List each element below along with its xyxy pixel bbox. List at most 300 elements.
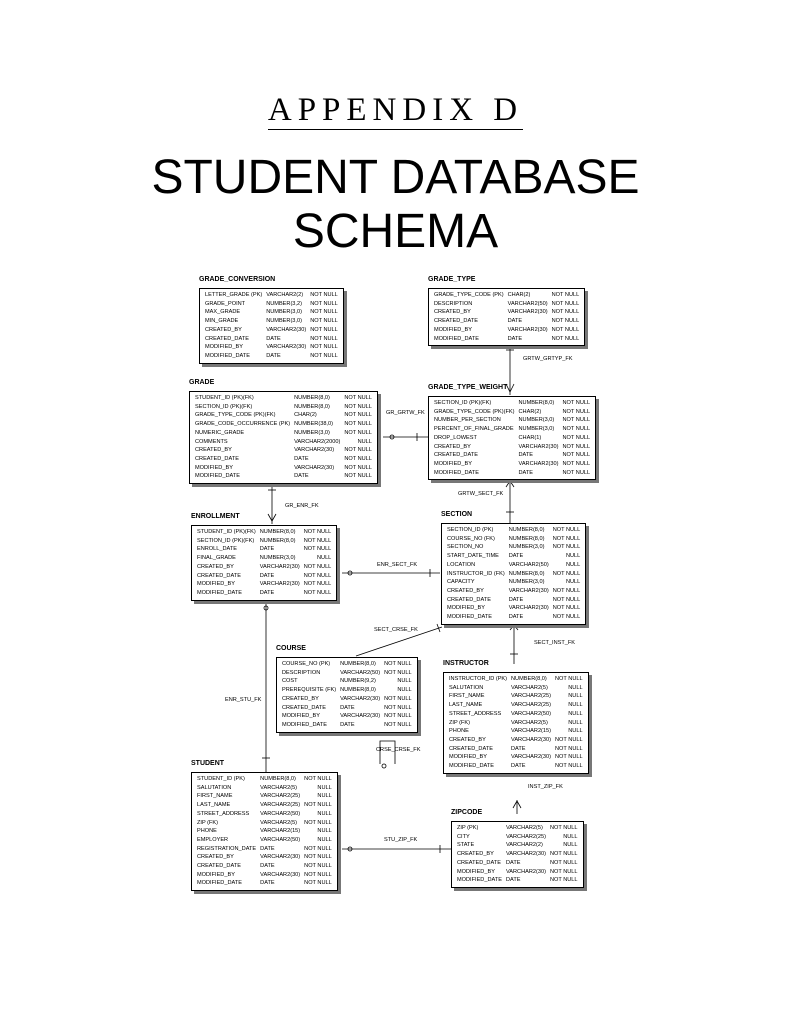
column-nullability: NOT NULL	[562, 469, 591, 476]
column-type: VARCHAR2(5)	[511, 684, 548, 691]
column-nullability: NOT NULL	[304, 776, 332, 782]
column-name: MODIFIED_DATE	[434, 335, 479, 342]
column-name: SECTION_ID (PK)	[447, 527, 494, 533]
column-name: MAX_GRADE	[205, 309, 241, 316]
column-name: LETTER_GRADE (PK)	[205, 292, 263, 298]
column-type: DATE	[266, 335, 281, 342]
column-type: NUMBER(8,0)	[508, 527, 545, 533]
column-nullability: NOT NULL	[551, 300, 580, 307]
column-row	[445, 570, 582, 579]
column-nullability: NOT NULL	[552, 605, 581, 612]
column-type: DATE	[505, 877, 521, 884]
column-nullability: NOT NULL	[310, 344, 338, 351]
column-row	[447, 719, 585, 728]
column-name: CREATED_BY	[434, 443, 471, 450]
column-type: VARCHAR2(15)	[511, 728, 552, 735]
column-name: NUMERIC_GRADE	[195, 429, 245, 436]
column-type: NUMBER(8,0)	[518, 400, 555, 406]
column-nullability: NOT NULL	[384, 713, 412, 720]
column-row	[432, 399, 592, 408]
column-type: DATE	[340, 704, 355, 711]
rel-label-enr-sect-fk: ENR_SECT_FK	[377, 562, 418, 568]
column-name: STUDENT_ID (PK)(FK)	[195, 395, 254, 401]
column-name: MODIFIED_DATE	[195, 473, 240, 480]
column-nullability: NOT NULL	[562, 400, 591, 406]
column-name: MODIFIED_BY	[197, 581, 235, 588]
column-name: SECTION_ID (PK)(FK)	[434, 400, 492, 406]
column-type: VARCHAR2(30)	[505, 868, 546, 875]
column-name: CREATED_BY	[197, 563, 234, 570]
column-nullability: NULL	[357, 438, 372, 445]
column-name: MODIFIED_BY	[457, 868, 495, 875]
column-nullability: NOT NULL	[303, 546, 332, 553]
column-nullability: NOT NULL	[552, 587, 581, 594]
table-course	[276, 645, 418, 733]
column-name: CREATED_BY	[457, 851, 494, 858]
column-name: SECTION_ID (PK)(FK)	[195, 403, 253, 410]
column-name: PERCENT_OF_FINAL_GRADE	[434, 426, 514, 433]
column-nullability: NULL	[568, 710, 583, 717]
column-nullability: NOT NULL	[303, 589, 332, 596]
column-nullability: NOT NULL	[384, 721, 412, 728]
column-name: MODIFIED_BY	[434, 460, 472, 467]
column-name: CREATED_DATE	[447, 596, 491, 603]
column-nullability: NOT NULL	[303, 537, 332, 544]
column-name: CREATED_BY	[447, 587, 484, 594]
column-nullability: NOT NULL	[310, 309, 338, 316]
column-type: VARCHAR2(30)	[340, 713, 381, 720]
column-row	[445, 613, 582, 622]
column-name: ZIP (FK)	[449, 719, 471, 726]
column-row	[203, 352, 340, 361]
column-nullability: NOT NULL	[344, 464, 372, 471]
column-row	[447, 675, 585, 684]
page-title-line-2: SCHEMA	[292, 205, 499, 258]
column-nullability: NOT NULL	[551, 292, 580, 298]
column-name: EMPLOYER	[197, 836, 229, 843]
column-row	[445, 535, 582, 544]
column-row	[432, 469, 592, 478]
column-nullability: NOT NULL	[310, 318, 338, 325]
column-row	[193, 446, 374, 455]
column-row	[203, 308, 340, 317]
column-nullability: NOT NULL	[562, 443, 591, 450]
column-nullability: NOT NULL	[555, 736, 583, 743]
column-name: CREATED_BY	[195, 447, 232, 454]
column-name: START_DATE_TIME	[447, 553, 499, 560]
column-type: NUMBER(3,0)	[518, 426, 555, 433]
column-row	[195, 528, 333, 537]
column-type: NUMBER(3,0)	[266, 309, 302, 316]
column-row	[447, 692, 585, 701]
column-type: DATE	[518, 469, 534, 476]
column-nullability: NOT NULL	[304, 819, 332, 826]
column-type: CHAR(2)	[507, 292, 531, 298]
column-row	[432, 300, 581, 309]
column-name: CREATED_BY	[434, 309, 471, 316]
column-type: VARCHAR2(50)	[511, 710, 552, 717]
column-nullability: NOT NULL	[549, 851, 578, 858]
column-row	[432, 308, 581, 317]
column-type: VARCHAR2(30)	[511, 754, 552, 761]
column-nullability: NOT NULL	[304, 854, 332, 861]
column-type: DATE	[266, 352, 281, 359]
column-row	[445, 596, 582, 605]
column-type: NUMBER(8,0)	[508, 535, 545, 542]
table-title: COURSE	[276, 645, 306, 652]
table-title: GRADE_TYPE	[428, 276, 476, 283]
column-name: MODIFIED_BY	[282, 713, 320, 720]
column-nullability: NOT NULL	[304, 802, 332, 809]
column-nullability: NOT NULL	[303, 529, 332, 535]
column-type: DATE	[508, 596, 524, 603]
column-name: CREATED_DATE	[195, 455, 239, 462]
column-type: NUMBER(9,2)	[340, 678, 376, 685]
column-name: ZIP (PK)	[457, 825, 479, 831]
column-row	[203, 300, 340, 309]
column-type: NUMBER(8,0)	[260, 776, 296, 782]
column-nullability: NOT NULL	[552, 535, 581, 542]
table-title: GRADE	[189, 379, 215, 386]
column-nullability: NULL	[317, 836, 332, 843]
table-title: GRADE_TYPE_WEIGHT	[428, 384, 508, 391]
column-name: MODIFIED_DATE	[434, 469, 479, 476]
column-nullability: NULL	[568, 702, 583, 709]
column-name: STATE	[457, 842, 475, 849]
column-name: STREET_ADDRESS	[449, 710, 502, 717]
column-nullability: NOT NULL	[310, 326, 338, 333]
column-nullability: NOT NULL	[562, 408, 591, 415]
column-type: DATE	[508, 614, 524, 621]
column-nullability: NOT NULL	[562, 452, 591, 459]
column-row	[203, 335, 340, 344]
column-nullability: NOT NULL	[562, 460, 591, 467]
column-row	[193, 394, 374, 403]
column-nullability: NOT NULL	[552, 596, 581, 603]
column-type: NUMBER(3,0)	[259, 555, 296, 562]
column-nullability: NULL	[563, 833, 578, 840]
column-nullability: NOT NULL	[562, 426, 591, 433]
column-type: VARCHAR2(30)	[518, 460, 559, 467]
column-row	[445, 604, 582, 613]
rel-label-enr-stu-fk: ENR_STU_FK	[225, 697, 262, 703]
column-nullability: NOT NULL	[344, 412, 372, 419]
table-enrollment	[191, 513, 337, 601]
column-nullability: NULL	[568, 684, 583, 691]
column-type: CHAR(2)	[518, 408, 542, 415]
column-row	[203, 291, 340, 300]
column-name: DESCRIPTION	[282, 669, 321, 676]
column-type: NUMBER(3,0)	[294, 429, 330, 436]
column-type: VARCHAR2(30)	[340, 695, 381, 702]
column-row	[193, 411, 374, 420]
column-name: LAST_NAME	[197, 802, 231, 809]
column-nullability: NOT NULL	[344, 403, 372, 410]
column-row	[195, 537, 333, 546]
column-name: MODIFIED_DATE	[457, 877, 502, 884]
column-row	[447, 762, 585, 771]
column-name: GRADE_TYPE_CODE (PK)	[434, 292, 504, 298]
column-nullability: NOT NULL	[304, 863, 332, 870]
column-row	[455, 824, 580, 833]
column-row	[445, 578, 582, 587]
column-name: SECTION_NO	[447, 544, 484, 551]
column-nullability: NULL	[317, 793, 332, 800]
column-type: VARCHAR2(30)	[518, 443, 559, 450]
column-type: DATE	[294, 473, 309, 480]
column-name: GRADE_TYPE_CODE (PK)(FK)	[195, 412, 276, 419]
column-name: MODIFIED_BY	[197, 871, 235, 878]
column-nullability: NOT NULL	[549, 825, 578, 831]
column-type: VARCHAR2(5)	[505, 825, 543, 831]
column-type: VARCHAR2(50)	[507, 300, 548, 307]
column-row	[195, 784, 334, 793]
page-title-line-1: STUDENT DATABASE	[151, 151, 640, 204]
column-nullability: NOT NULL	[304, 845, 332, 852]
column-nullability: NOT NULL	[552, 544, 581, 551]
column-row	[195, 827, 334, 836]
column-nullability: NULL	[568, 728, 583, 735]
column-nullability: NULL	[316, 555, 332, 562]
column-nullability: NOT NULL	[344, 429, 372, 436]
column-nullability: NOT NULL	[552, 614, 581, 621]
column-row	[193, 403, 374, 412]
column-type: VARCHAR2(50)	[340, 669, 381, 676]
column-row	[432, 451, 592, 460]
column-nullability: NOT NULL	[310, 292, 338, 298]
table-section	[441, 511, 586, 625]
column-name: STUDENT_ID (PK)	[197, 776, 245, 782]
column-name: CITY	[457, 833, 470, 840]
column-row	[447, 736, 585, 745]
column-type: VARCHAR2(25)	[260, 802, 301, 809]
column-type: VARCHAR2(50)	[260, 836, 301, 843]
column-row	[432, 425, 592, 434]
column-nullability: NOT NULL	[562, 417, 591, 424]
column-row	[445, 552, 582, 561]
column-type: VARCHAR2(5)	[511, 719, 548, 726]
rel-label-grtw-grtyp-fk: GRTW_GRTYP_FK	[523, 356, 573, 362]
column-nullability: NOT NULL	[384, 661, 412, 667]
column-type: NUMBER(3,0)	[508, 579, 545, 586]
column-name: MODIFIED_BY	[449, 754, 487, 761]
column-type: VARCHAR2(30)	[508, 605, 549, 612]
column-nullability: NULL	[563, 842, 578, 849]
column-row	[455, 841, 580, 850]
column-type: NUMBER(8,0)	[340, 661, 376, 667]
column-row	[280, 721, 414, 730]
column-type: VARCHAR2(50)	[508, 561, 549, 568]
column-name: COURSE_NO (FK)	[447, 535, 495, 542]
column-row	[432, 408, 592, 417]
column-row	[455, 868, 580, 877]
column-type: VARCHAR2(25)	[260, 793, 301, 800]
rel-label-grtw-sect-fk: GRTW_SECT_FK	[458, 491, 504, 497]
column-row	[447, 684, 585, 693]
column-type: NUMBER(3,0)	[266, 318, 302, 325]
column-name: SALUTATION	[197, 784, 232, 791]
column-nullability: NOT NULL	[384, 669, 412, 676]
column-row	[193, 455, 374, 464]
column-row	[195, 554, 333, 563]
column-type: VARCHAR2(25)	[505, 833, 546, 840]
column-type: CHAR(2)	[294, 412, 317, 419]
column-nullability: NOT NULL	[562, 434, 591, 441]
column-nullability: NOT NULL	[555, 754, 583, 761]
column-type: NUMBER(8,0)	[259, 529, 296, 535]
column-nullability: NOT NULL	[310, 300, 338, 307]
column-type: NUMBER(8,0)	[508, 570, 545, 577]
column-row	[432, 317, 581, 326]
column-name: STUDENT_ID (PK)(FK)	[197, 529, 256, 535]
table-student	[191, 760, 338, 891]
column-row	[280, 695, 414, 704]
column-nullability: NOT NULL	[549, 868, 578, 875]
column-row	[455, 859, 580, 868]
column-row	[195, 775, 334, 784]
column-nullability: NOT NULL	[303, 581, 332, 588]
table-grade	[189, 379, 378, 484]
column-row	[445, 587, 582, 596]
column-type: DATE	[511, 745, 526, 752]
column-nullability: NOT NULL	[549, 859, 578, 866]
column-nullability: NOT NULL	[304, 871, 332, 878]
column-name: MODIFIED_DATE	[197, 589, 242, 596]
column-name: INSTRUCTOR_ID (PK)	[449, 676, 508, 682]
column-row	[280, 686, 414, 695]
column-nullability: NULL	[568, 719, 583, 726]
column-type: VARCHAR2(2)	[266, 292, 304, 298]
column-row	[193, 420, 374, 429]
column-row	[447, 710, 585, 719]
column-name: COMMENTS	[195, 438, 228, 445]
column-name: FIRST_NAME	[197, 793, 233, 800]
column-row	[195, 810, 334, 819]
column-nullability: NULL	[317, 784, 332, 791]
column-name: MODIFIED_DATE	[447, 614, 492, 621]
column-type: NUMBER(38,0)	[294, 421, 333, 428]
column-row	[280, 669, 414, 678]
column-row	[447, 701, 585, 710]
column-type: DATE	[505, 859, 521, 866]
table-grade-type-weight	[428, 384, 596, 480]
column-row	[195, 845, 334, 854]
column-type: VARCHAR2(30)	[266, 344, 307, 351]
column-type: NUMBER(8,0)	[340, 687, 376, 694]
column-name: COURSE_NO (PK)	[282, 661, 331, 667]
column-row	[195, 819, 334, 828]
column-name: FINAL_GRADE	[197, 555, 236, 562]
column-row	[432, 416, 592, 425]
column-nullability: NULL	[317, 828, 332, 835]
table-title: ENROLLMENT	[191, 513, 240, 520]
column-nullability: NULL	[565, 579, 581, 586]
column-type: DATE	[294, 455, 309, 462]
column-name: REGISTRATION_DATE	[197, 845, 257, 852]
table-title: ZIPCODE	[451, 809, 483, 816]
column-name: MODIFIED_DATE	[282, 721, 327, 728]
column-name: CREATED_DATE	[197, 572, 241, 579]
column-row	[432, 335, 581, 344]
column-nullability: NOT NULL	[551, 318, 580, 325]
column-row	[445, 526, 582, 535]
column-row	[432, 291, 581, 300]
column-name: GRADE_TYPE_CODE (PK)(FK)	[434, 408, 515, 415]
column-name: DROP_LOWEST	[434, 434, 477, 441]
column-type: VARCHAR2(30)	[260, 871, 301, 878]
column-name: PHONE	[449, 728, 469, 735]
column-name: NUMBER_PER_SECTION	[434, 417, 501, 424]
column-nullability: NULL	[397, 678, 412, 685]
column-name: MODIFIED_DATE	[205, 352, 250, 359]
column-row	[447, 753, 585, 762]
column-nullability: NOT NULL	[551, 326, 580, 333]
column-row	[195, 862, 334, 871]
column-row	[195, 792, 334, 801]
column-type: NUMBER(8,0)	[294, 403, 330, 410]
column-name: STREET_ADDRESS	[197, 810, 250, 817]
column-nullability: NOT NULL	[344, 395, 372, 401]
column-type: VARCHAR2(5)	[260, 784, 298, 791]
column-name: GRADE_CODE_OCCURRENCE (PK)	[195, 421, 291, 428]
column-type: NUMBER(3,2)	[266, 300, 302, 307]
table-title: SECTION	[441, 511, 473, 518]
column-nullability: NOT NULL	[303, 572, 332, 579]
appendix-label: APPENDIX D	[267, 92, 524, 128]
column-name: LAST_NAME	[449, 702, 483, 709]
column-name: CREATED_DATE	[434, 452, 478, 459]
column-name: CAPACITY	[447, 579, 475, 586]
table-title: GRADE_CONVERSION	[199, 276, 276, 283]
column-row	[432, 326, 581, 335]
column-type: VARCHAR2(30)	[507, 326, 548, 333]
column-type: VARCHAR2(30)	[508, 587, 549, 594]
column-nullability: NOT NULL	[551, 309, 580, 316]
column-type: VARCHAR2(30)	[266, 326, 307, 333]
column-nullability: NULL	[317, 810, 332, 817]
column-row	[455, 876, 580, 885]
column-row	[445, 561, 582, 570]
column-nullability: NOT NULL	[551, 335, 580, 342]
column-name: COST	[282, 678, 298, 685]
column-type: VARCHAR2(50)	[260, 810, 301, 817]
column-name: CREATED_DATE	[449, 745, 493, 752]
column-row	[195, 580, 333, 589]
column-row	[280, 660, 414, 669]
column-name: PHONE	[197, 828, 217, 835]
column-nullability: NOT NULL	[555, 763, 583, 770]
column-nullability: NULL	[565, 553, 581, 560]
column-type: NUMBER(3,0)	[508, 544, 545, 551]
table-title: STUDENT	[191, 760, 225, 767]
column-name: ZIP (FK)	[197, 819, 219, 826]
column-row	[195, 545, 333, 554]
column-type: DATE	[259, 589, 275, 596]
column-type: VARCHAR2(30)	[294, 464, 335, 471]
column-row	[195, 563, 333, 572]
column-name: ENROLL_DATE	[197, 546, 237, 553]
column-row	[195, 853, 334, 862]
column-row	[195, 589, 333, 598]
column-name: CREATED_DATE	[197, 863, 241, 870]
column-type: VARCHAR2(30)	[507, 309, 548, 316]
column-type: DATE	[508, 553, 524, 560]
column-nullability: NOT NULL	[310, 352, 338, 359]
rel-label-gr-grtw-fk: GR_GRTW_FK	[386, 410, 425, 416]
rel-label-stu-zip-fk: STU_ZIP_FK	[384, 837, 418, 843]
column-row	[432, 434, 592, 443]
column-row	[195, 836, 334, 845]
